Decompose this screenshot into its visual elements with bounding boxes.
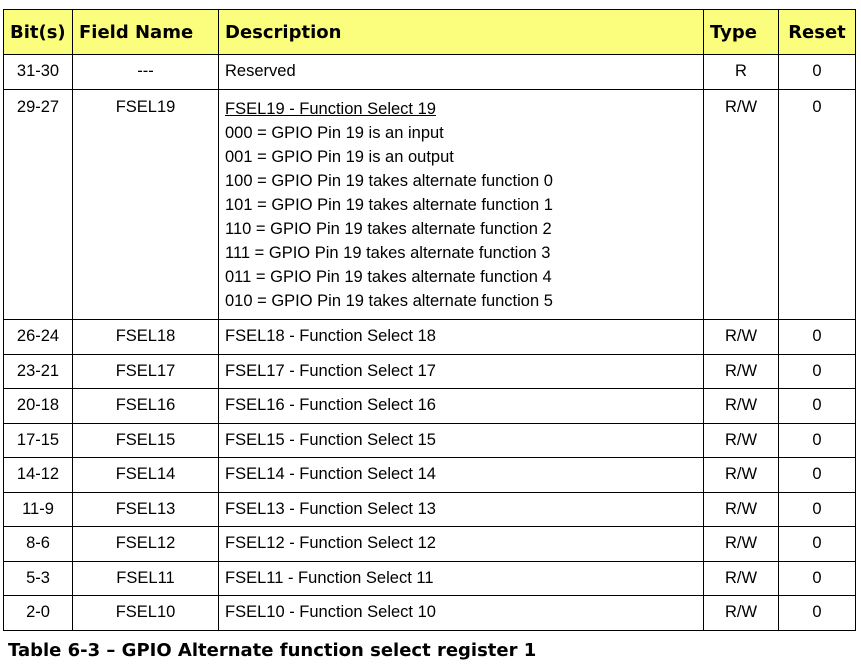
table-row	[4, 320, 856, 355]
cell-description: FSEL16 - Function Select 16	[219, 389, 704, 424]
table-row	[4, 354, 856, 389]
header-description: Description	[219, 10, 704, 55]
cell-description: FSEL18 - Function Select 18	[219, 320, 704, 355]
cell-reset: 0	[779, 527, 856, 562]
cell-bits: 26-24	[4, 320, 73, 355]
register-table	[3, 9, 856, 631]
description-line: 011 = GPIO Pin 19 takes alternate function 4	[225, 268, 552, 286]
cell-reset: 0	[779, 354, 856, 389]
cell-type: R/W	[704, 458, 779, 493]
cell-field: ---	[73, 55, 219, 90]
description-line: 110 = GPIO Pin 19 takes alternate function 2	[225, 220, 552, 238]
description-line: 001 = GPIO Pin 19 is an output	[225, 148, 454, 166]
cell-field: FSEL12	[73, 527, 219, 562]
cell-description: FSEL13 - Function Select 13	[219, 492, 704, 527]
cell-reset: 0	[779, 458, 856, 493]
table-row	[4, 423, 856, 458]
cell-type: R/W	[704, 423, 779, 458]
cell-field: FSEL17	[73, 354, 219, 389]
cell-bits: 14-12	[4, 458, 73, 493]
cell-description: FSEL10 - Function Select 10	[219, 596, 704, 631]
table-row	[4, 389, 856, 424]
cell-type: R/W	[704, 596, 779, 631]
cell-description	[219, 89, 704, 320]
table-row	[4, 561, 856, 596]
description-line: 101 = GPIO Pin 19 takes alternate function 1	[225, 196, 553, 214]
cell-type: R/W	[704, 320, 779, 355]
table-row	[4, 55, 856, 90]
header-field-name: Field Name	[73, 10, 219, 55]
table-header-row	[4, 10, 856, 55]
table-row	[4, 596, 856, 631]
description-line: 100 = GPIO Pin 19 takes alternate function 0	[225, 172, 553, 190]
cell-field: FSEL14	[73, 458, 219, 493]
cell-reset: 0	[779, 561, 856, 596]
cell-type: R/W	[704, 389, 779, 424]
cell-type: R/W	[704, 492, 779, 527]
cell-reset: 0	[779, 89, 856, 320]
table-row	[4, 458, 856, 493]
cell-bits: 31-30	[4, 55, 73, 90]
description-title: FSEL19 - Function Select 19	[225, 99, 436, 118]
cell-type: R/W	[704, 527, 779, 562]
description-line: 000 = GPIO Pin 19 is an input	[225, 124, 444, 142]
cell-field: FSEL15	[73, 423, 219, 458]
cell-bits: 8-6	[4, 527, 73, 562]
cell-reset: 0	[779, 55, 856, 90]
cell-description: Reserved	[219, 55, 704, 90]
cell-description: FSEL15 - Function Select 15	[219, 423, 704, 458]
table-caption: Table 6-3 – GPIO Alternate function select register 1	[8, 640, 537, 661]
cell-reset: 0	[779, 423, 856, 458]
table-row	[4, 492, 856, 527]
cell-reset: 0	[779, 320, 856, 355]
cell-field: FSEL16	[73, 389, 219, 424]
header-reset: Reset	[779, 10, 856, 55]
cell-bits: 5-3	[4, 561, 73, 596]
header-bits: Bit(s)	[4, 10, 73, 55]
cell-bits: 2-0	[4, 596, 73, 631]
cell-type: R/W	[704, 354, 779, 389]
cell-type: R/W	[704, 89, 779, 320]
cell-bits: 23-21	[4, 354, 73, 389]
cell-bits: 20-18	[4, 389, 73, 424]
cell-bits: 11-9	[4, 492, 73, 527]
table-row	[4, 89, 856, 320]
cell-field: FSEL19	[73, 89, 219, 320]
cell-type: R	[704, 55, 779, 90]
cell-bits: 17-15	[4, 423, 73, 458]
cell-description: FSEL17 - Function Select 17	[219, 354, 704, 389]
description-line: 010 = GPIO Pin 19 takes alternate function 5	[225, 292, 553, 310]
cell-field: FSEL10	[73, 596, 219, 631]
header-type: Type	[704, 10, 779, 55]
cell-description: FSEL12 - Function Select 12	[219, 527, 704, 562]
cell-field: FSEL11	[73, 561, 219, 596]
cell-field: FSEL18	[73, 320, 219, 355]
table-row	[4, 527, 856, 562]
cell-description: FSEL11 - Function Select 11	[219, 561, 704, 596]
cell-reset: 0	[779, 492, 856, 527]
cell-type: R/W	[704, 561, 779, 596]
cell-description: FSEL14 - Function Select 14	[219, 458, 704, 493]
cell-bits: 29-27	[4, 89, 73, 320]
cell-reset: 0	[779, 596, 856, 631]
description-line: 111 = GPIO Pin 19 takes alternate function 3	[225, 244, 551, 262]
cell-field: FSEL13	[73, 492, 219, 527]
cell-reset: 0	[779, 389, 856, 424]
